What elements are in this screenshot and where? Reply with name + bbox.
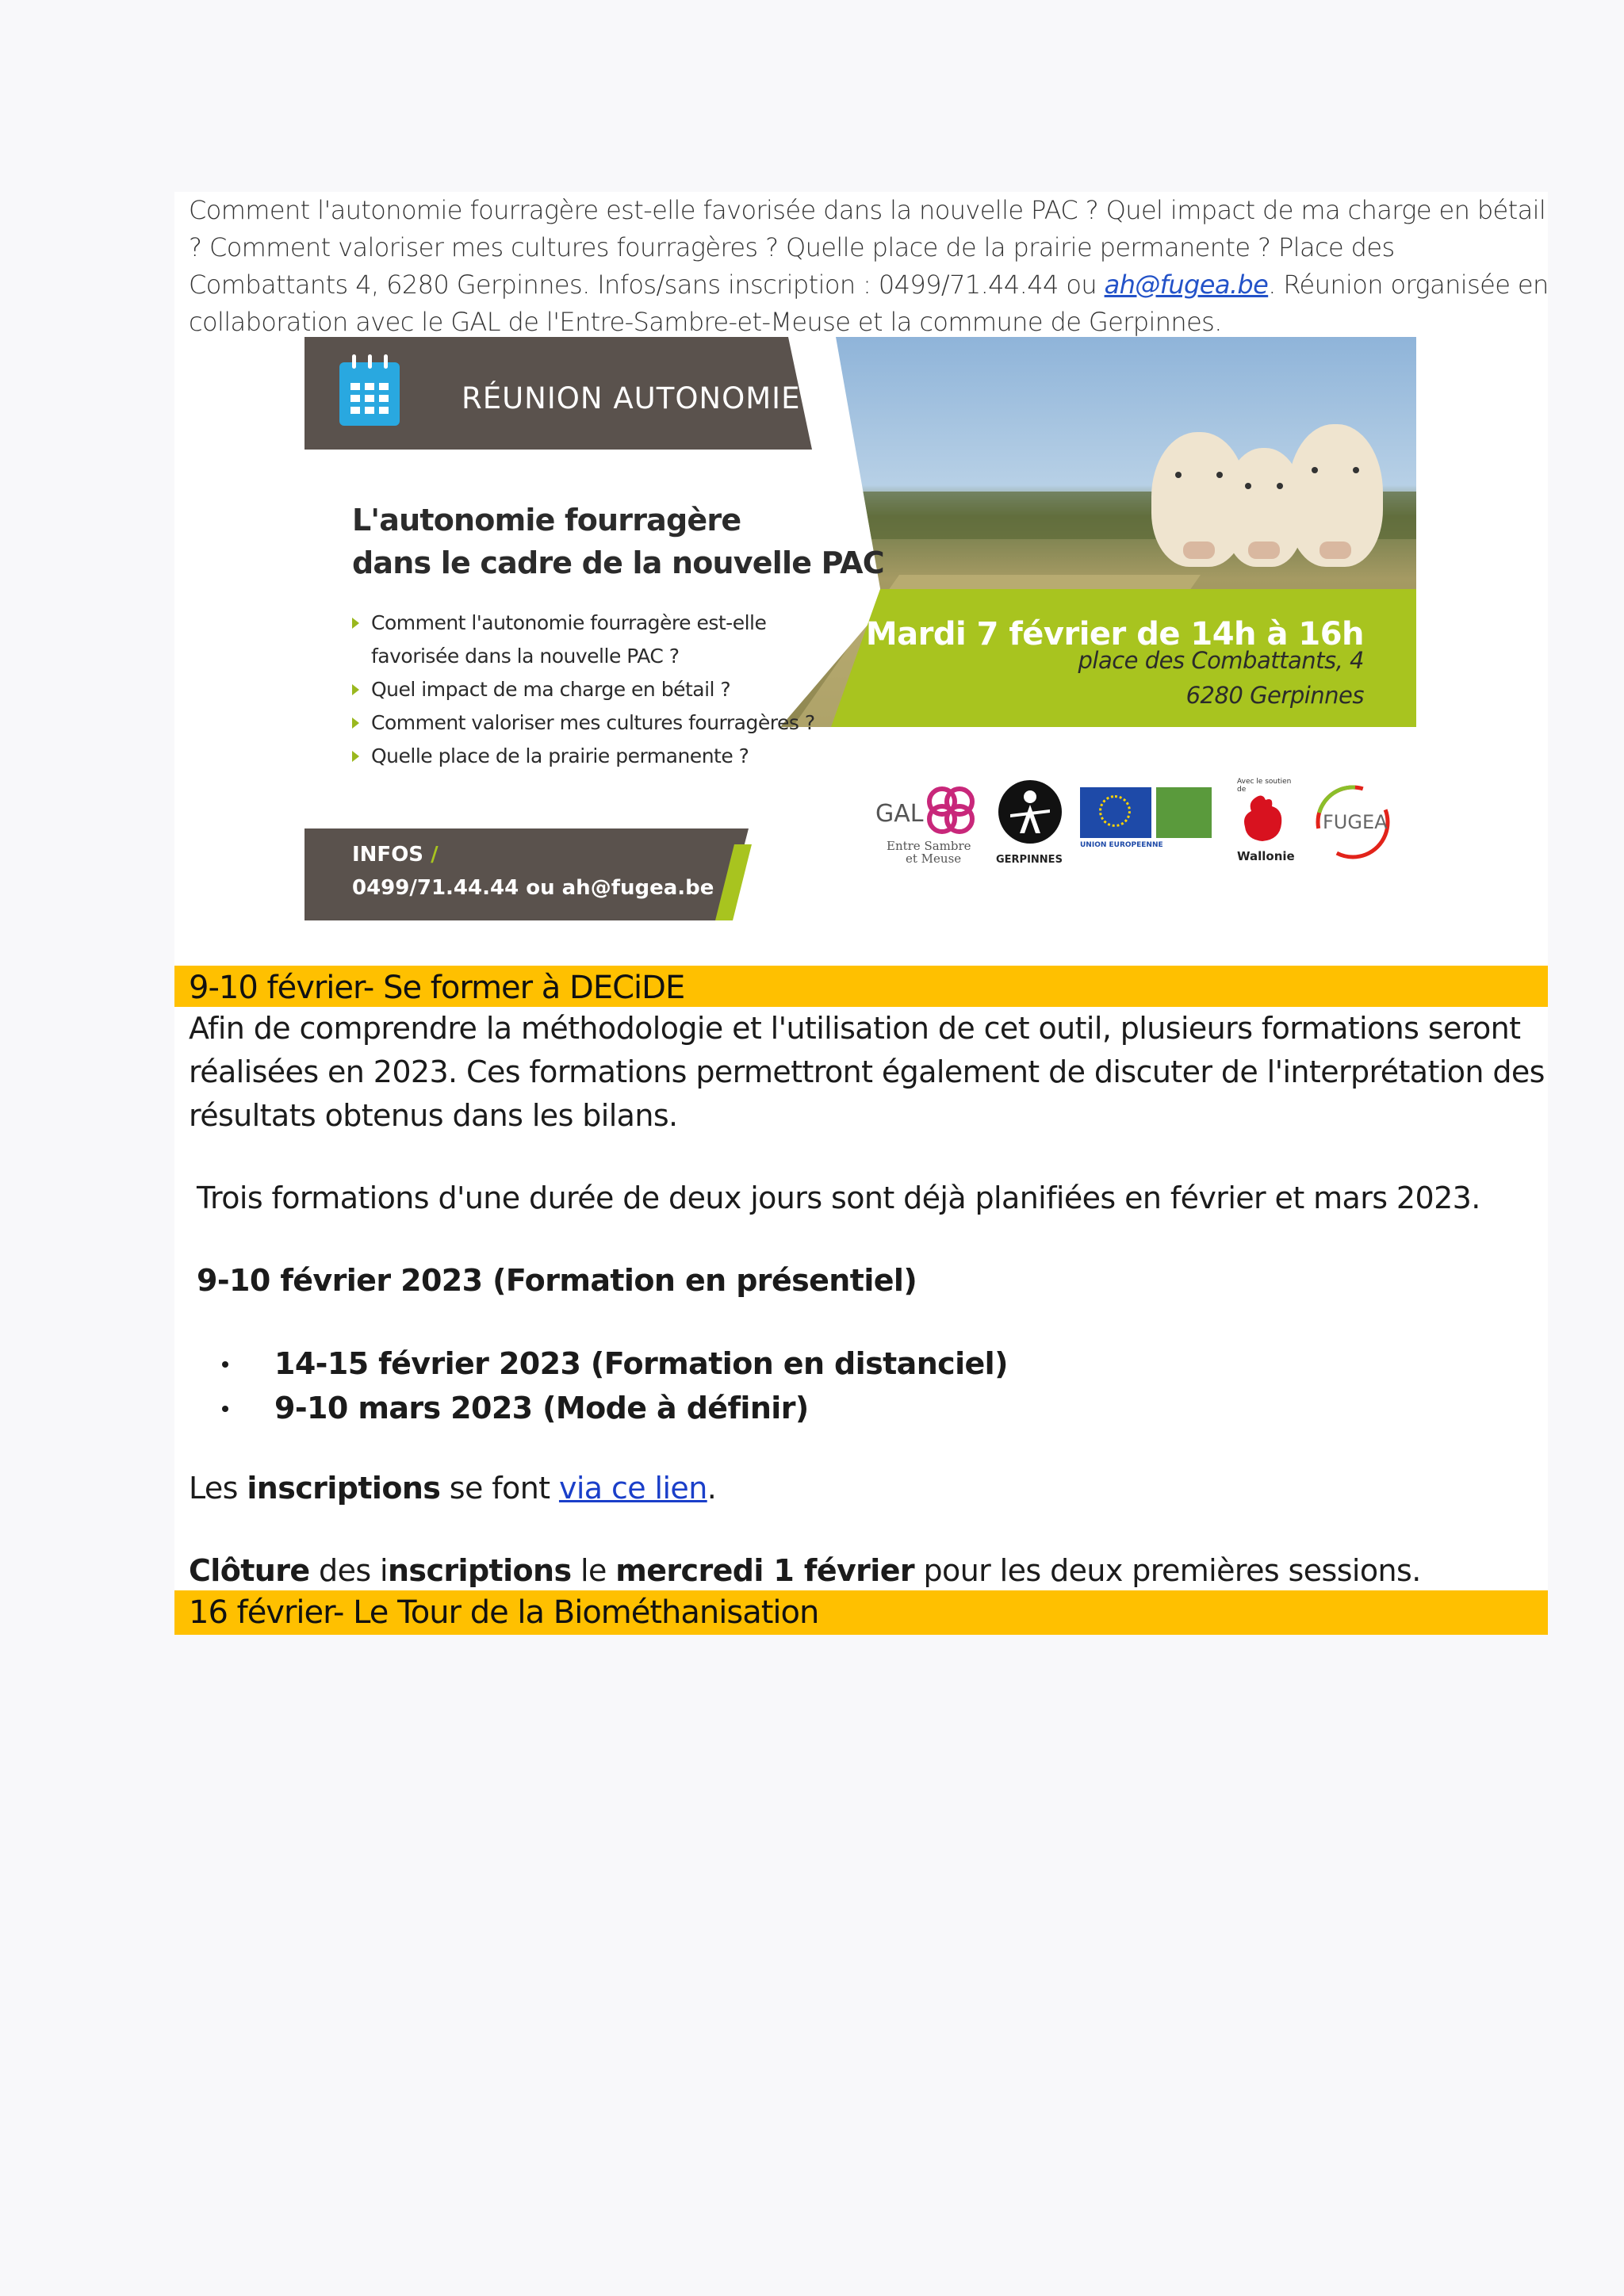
gerpinnes-logo: GERPINNES [996, 778, 1069, 873]
partner-logos [875, 778, 1415, 873]
section-header [174, 1590, 1548, 1635]
infos-contact: 0499/71.44.44 ou ah@fugea.be [352, 876, 714, 900]
registration-link[interactable]: via ce lien [558, 1471, 707, 1506]
eu-flag-icon [1080, 787, 1151, 838]
page-content [174, 192, 1548, 1635]
paragraph: Afin de comprendre la méthodologie et l'utilisation de cet outil, plusieurs formations seront réalisées en 2023. Ces formations permettront également de discuter de l'interprétation des résultats obtenus dans les bilans. [189, 1011, 1545, 1133]
arrow-icon [352, 751, 359, 762]
bullet-item: Comment l'autonomie fourragère est-elle [352, 607, 815, 640]
bullet-item: Quelle place de la prairie permanente ? [352, 740, 815, 773]
closing-line: Clôture des inscriptions le mercredi 1 février pour les deux premières sessions. [189, 1553, 1421, 1588]
banner-header: RÉUNION AUTONOMIE [462, 381, 801, 415]
arrow-icon [352, 618, 359, 629]
banner-bullets [352, 607, 815, 773]
rooster-icon [1239, 792, 1289, 846]
session-list [222, 1341, 1008, 1430]
list-item: 9-10 mars 2023 (Mode à définir) [222, 1386, 1008, 1430]
intro-text-end: . Réunion organisée en collaboration avec le GAL de l'Entre-Sambre-et-Meuse et la commune de Gerpinnes. [189, 270, 1549, 337]
event-banner [304, 337, 1416, 920]
event-place: place des Combattants, 4 6280 Gerpinnes [1078, 647, 1364, 709]
event-date: Mardi 7 février de 14h à 16h [865, 616, 1364, 652]
calendar-icon [339, 362, 400, 426]
bullet-item-continued: favorisée dans la nouvelle PAC ? [371, 645, 680, 668]
intro-paragraph [189, 192, 1553, 341]
headline-line: L'autonomie fourragère [352, 503, 741, 538]
flower-icon [923, 784, 979, 840]
section-header [174, 966, 1548, 1007]
section-title: 16 février- Le Tour de la Biométhanisation [189, 1594, 819, 1631]
list-item: 14-15 février 2023 (Formation en distanciel) [222, 1341, 1008, 1386]
session-first: 9-10 février 2023 (Formation en présentiel) [197, 1263, 917, 1298]
fugea-logo: FUGEA [1313, 783, 1400, 862]
bullet-item: Comment valoriser mes cultures fourragères ? [352, 706, 815, 740]
bullet-item: Quel impact de ma charge en bétail ? [352, 673, 815, 706]
headline-line: dans le cadre de la nouvelle PAC [352, 545, 884, 580]
section-title: 9-10 février- Se former à DECiDE [189, 970, 685, 1006]
registration-line: Les inscriptions se font via ce lien. [189, 1471, 717, 1506]
banner-headline [352, 499, 884, 584]
arrow-icon [352, 684, 359, 695]
arrow-icon [352, 718, 359, 729]
gerpinnes-emblem-icon [996, 778, 1064, 846]
wallonie-logo: Avec le soutien de Wallonie [1237, 778, 1295, 863]
gal-logo: GAL Entre Sambre et Meuse [875, 784, 986, 871]
leader-logo-icon [1156, 787, 1212, 838]
cow-image [1288, 424, 1383, 567]
intro-text: Comment l'autonomie fourragère est-elle favorisée dans la nouvelle PAC ? Quel impact de ma charge en bétail ? Comment valoriser mes cultures fourragères ? Quelle place de la prairie permanente ? Place des Combattants 4, 6280 Gerpinnes. Infos/sans inscription : 0499/71.44.44 ou [189, 195, 1546, 300]
infos-label: INFOS / [352, 843, 439, 867]
email-link[interactable]: ah@fugea.be [1104, 270, 1269, 300]
eu-logo: UNION EUROPEENNE [1080, 787, 1215, 867]
paragraph: Trois formations d'une durée de deux jours sont déjà planifiées en février et mars 2023. [197, 1181, 1480, 1215]
